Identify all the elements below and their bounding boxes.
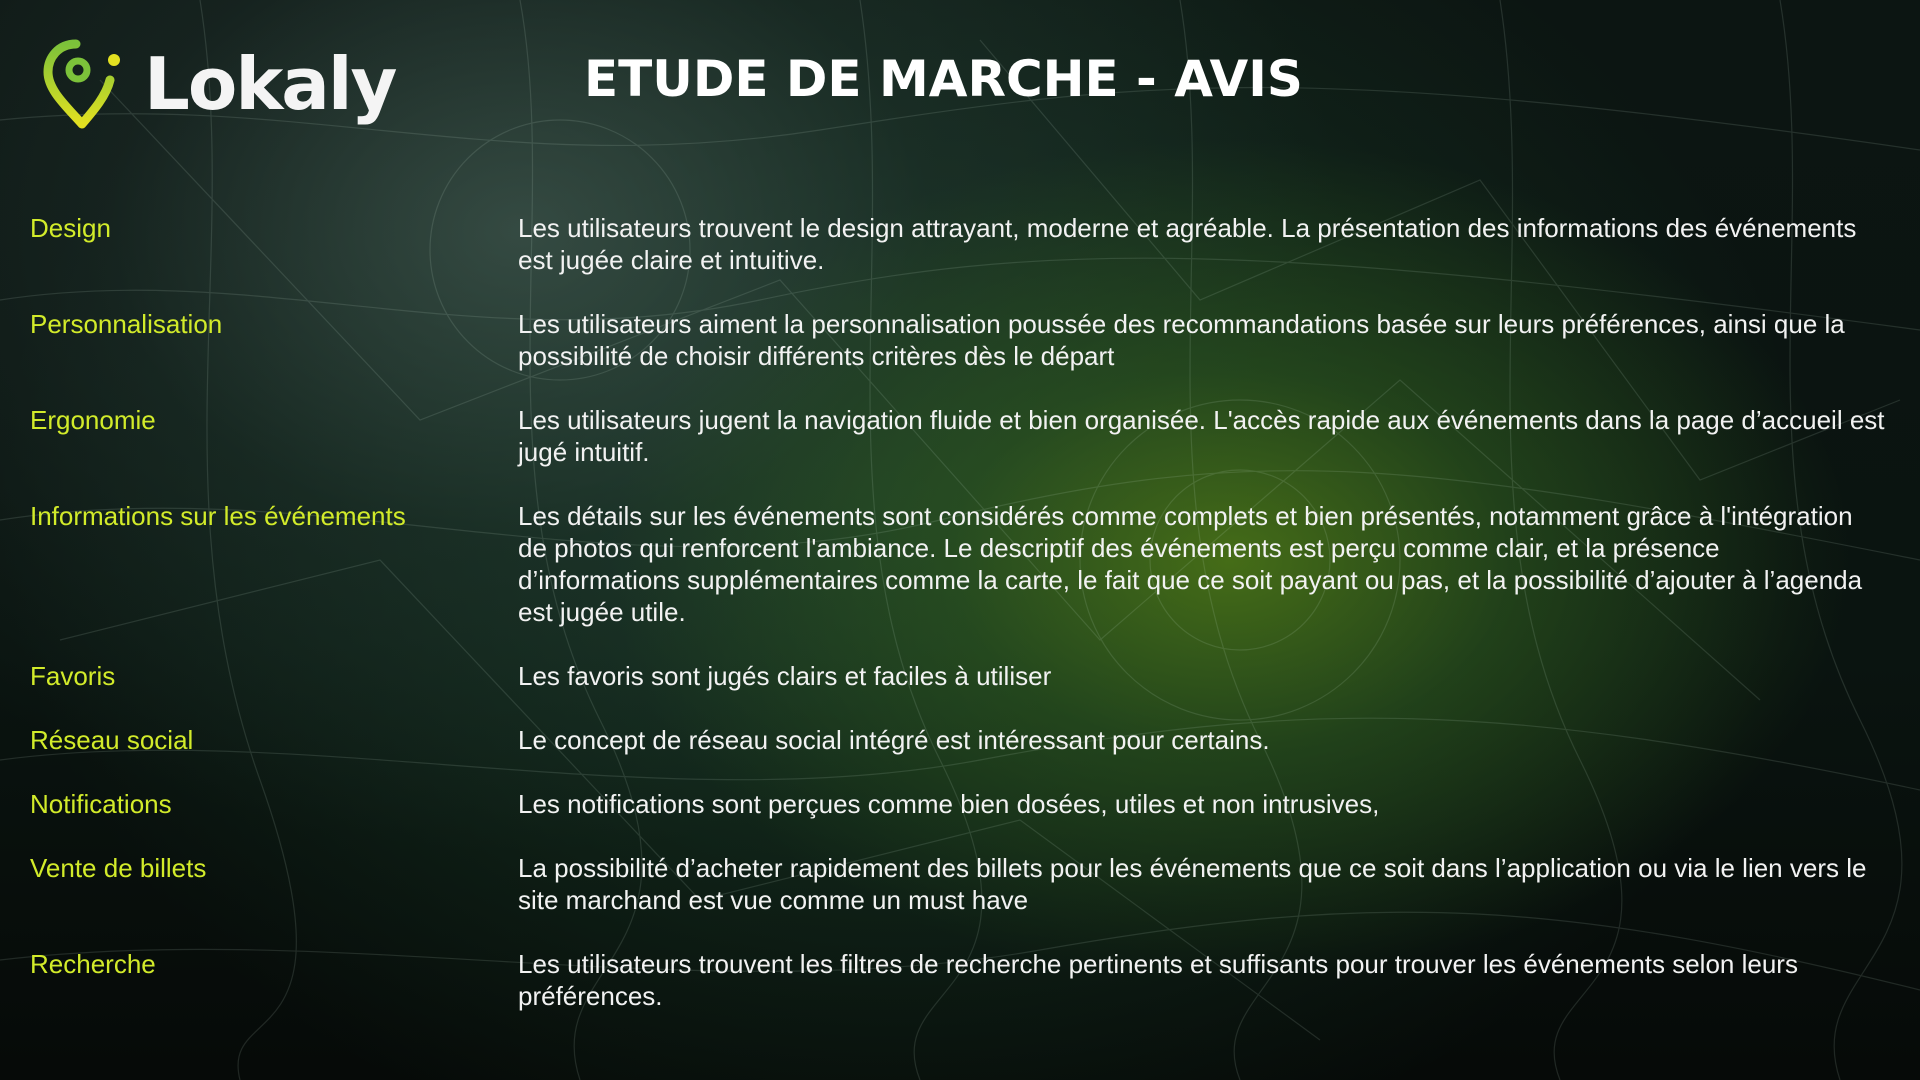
review-category: Recherche [30, 949, 156, 979]
review-row-design [30, 212, 1890, 276]
review-text: Le concept de réseau social intégré est intéressant pour certains. [518, 725, 1270, 755]
page-title: ETUDE DE MARCHE - AVIS [584, 50, 1303, 108]
brand-name: Lokaly [144, 42, 396, 126]
review-category: Design [30, 213, 111, 243]
review-text: Les utilisateurs trouvent les filtres de recherche pertinents et suffisants pour trouver les événements selon leurs préférences. [518, 949, 1798, 1011]
review-row-ergonomie [30, 404, 1890, 468]
review-text: Les favoris sont jugés clairs et faciles à utiliser [518, 661, 1052, 691]
review-row-reseau-social [30, 724, 1890, 756]
review-row-vente-billets [30, 852, 1890, 916]
review-row-personnalisation [30, 308, 1890, 372]
brand-logo [42, 34, 395, 134]
review-text: Les utilisateurs trouvent le design attrayant, moderne et agréable. La présentation des informations des événements est jugée claire et intuitive. [518, 213, 1857, 275]
review-category: Vente de billets [30, 853, 207, 883]
review-row-recherche [30, 948, 1890, 1012]
review-row-notifications [30, 788, 1890, 820]
review-category: Réseau social [30, 725, 194, 755]
review-category: Ergonomie [30, 405, 156, 435]
review-text: Les utilisateurs jugent la navigation fluide et bien organisée. L'accès rapide aux événements dans la page d’accueil est jugé intuitif. [518, 405, 1885, 467]
review-text: Les notifications sont perçues comme bien dosées, utiles et non intrusives, [518, 789, 1380, 819]
review-list [30, 212, 1890, 1044]
review-text: La possibilité d’acheter rapidement des billets pour les événements que ce soit dans l’application ou via le lien vers le site marchand est vue comme un must have [518, 853, 1867, 915]
review-category: Favoris [30, 661, 116, 691]
review-category: Personnalisation [30, 309, 223, 339]
review-row-informations [30, 500, 1890, 628]
review-text: Les utilisateurs aiment la personnalisation poussée des recommandations basée sur leurs préférences, ainsi que la possibilité de choisir différents critères dès le départ [518, 309, 1845, 371]
review-text: Les détails sur les événements sont considérés comme complets et bien présentés, notamment grâce à l'intégration de photos qui renforcent l'ambiance. Le descriptif des événements est perçu comme clair, et la présence d’informations supplémentaires comme la carte, le fait que ce soit payant ou pas, et la possibilité d’ajouter à l’agenda est jugée utile. [518, 501, 1863, 627]
review-category: Notifications [30, 789, 172, 819]
review-category: Informations sur les événements [30, 501, 406, 531]
location-pin-icon [42, 36, 124, 132]
review-row-favoris [30, 660, 1890, 692]
